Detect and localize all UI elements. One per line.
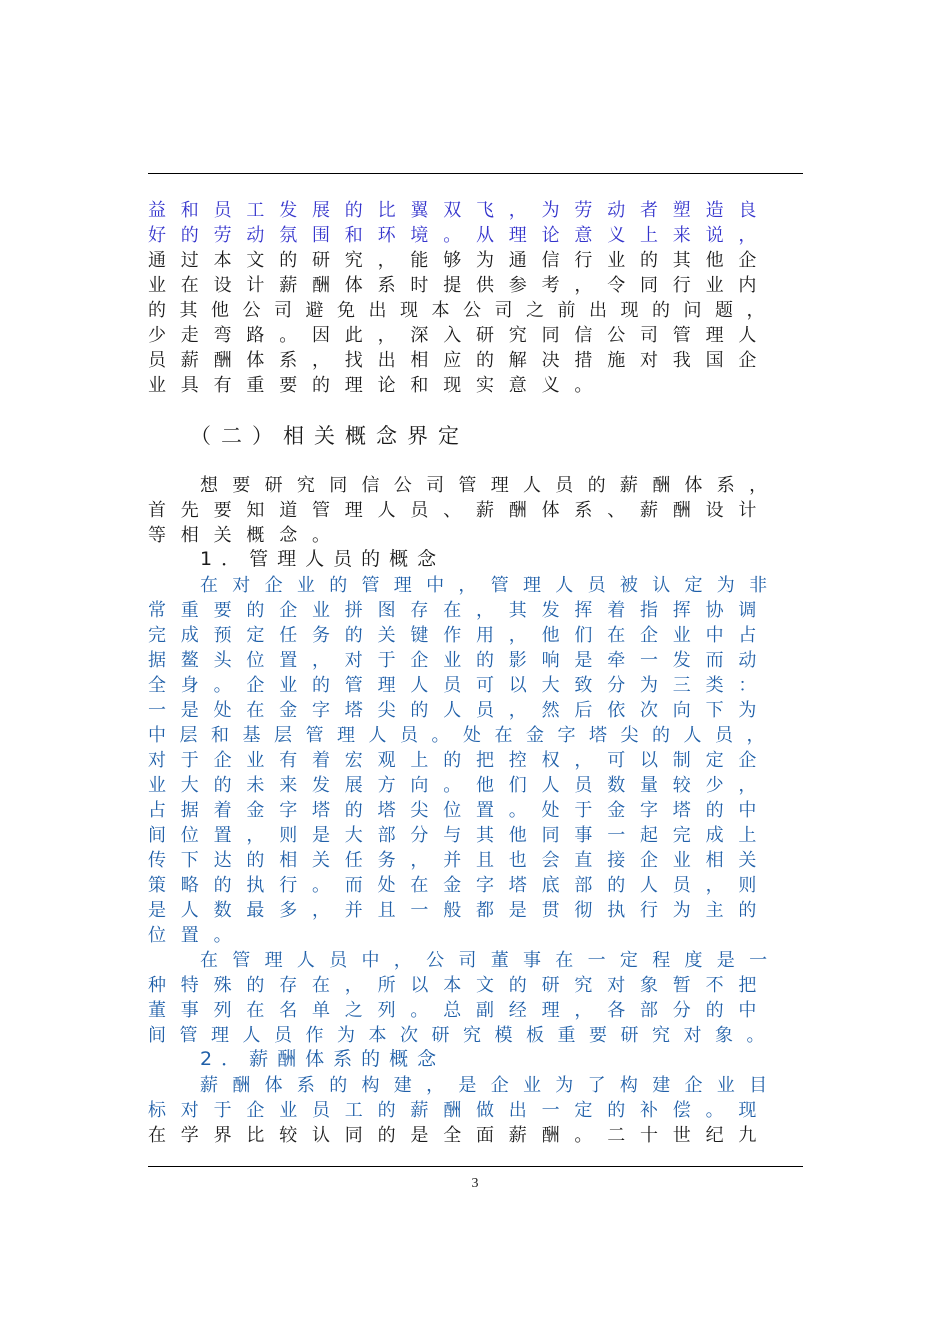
body-text-line: 中层和基层管理人员。处在金字塔尖的人员， bbox=[148, 725, 778, 746]
body-text-line: 常重要的企业拼图存在，其发挥着指挥协调 bbox=[148, 600, 772, 621]
body-text-line: 占据着金字塔的塔尖位置。处于金字塔的中 bbox=[148, 800, 772, 821]
body-text-line: 等相关概念。 bbox=[148, 525, 345, 546]
body-text-line: 全身。企业的管理人员可以大致分为三类： bbox=[148, 675, 772, 696]
body-text-line: 益和员工发展的比翼双飞，为劳动者塑造良 bbox=[148, 200, 772, 221]
body-text-line: 间位置，则是大部分与其他同事一起完成上 bbox=[148, 825, 772, 846]
body-text-line: 员薪酬体系，找出相应的解决措施对我国企 bbox=[148, 350, 772, 371]
body-text-line: 少走弯路。因此，深入研究同信公司管理人 bbox=[148, 325, 772, 346]
body-text-line: 业在设计薪酬体系时提供参考，令同行业内 bbox=[148, 275, 772, 296]
body-text-line: 一是处在金字塔尖的人员，然后依次向下为 bbox=[148, 700, 772, 721]
footer-rule bbox=[148, 1166, 803, 1167]
section-heading: （二）相关概念界定 bbox=[190, 424, 469, 448]
body-text-line: 在学界比较认同的是全面薪酬。二十世纪九 bbox=[148, 1125, 772, 1146]
body-text-line: 标对于企业员工的薪酬做出一定的补偿。现 bbox=[148, 1100, 772, 1121]
body-text-line: 对于企业有着宏观上的把控权，可以制定企 bbox=[148, 750, 772, 771]
body-text-line: 的其他公司避免出现本公司之前出现的问题， bbox=[148, 300, 778, 321]
body-text-line: 种特殊的存在，所以本文的研究对象暂不把 bbox=[148, 975, 772, 996]
body-text-line: 想要研究同信公司管理人员的薪酬体系， bbox=[200, 475, 782, 496]
body-text-line: 在对企业的管理中，管理人员被认定为非 bbox=[200, 575, 782, 596]
body-text-line: 据鳌头位置，对于企业的影响是牵一发而动 bbox=[148, 650, 772, 671]
subsection-heading: 2．薪酬体系的概念 bbox=[200, 1048, 446, 1070]
body-text-line: 策略的执行。而处在金字塔底部的人员，则 bbox=[148, 875, 772, 896]
body-text-line: 薪酬体系的构建，是企业为了构建企业目 bbox=[200, 1075, 782, 1096]
body-text-line: 传下达的相关任务，并且也会直接企业相关 bbox=[148, 850, 772, 871]
body-text-line: 董事列在名单之列。总副经理，各部分的中 bbox=[148, 1000, 772, 1021]
header-rule bbox=[148, 173, 803, 174]
body-text-line: 位置。 bbox=[148, 925, 247, 946]
body-text-line: 在管理人员中，公司董事在一定程度是一 bbox=[200, 950, 782, 971]
body-text-line: 好的劳动氛围和环境。从理论意义上来说， bbox=[148, 225, 772, 246]
body-text-line: 是人数最多，并且一般都是贯彻执行为主的 bbox=[148, 900, 772, 921]
body-text-line: 业具有重要的理论和现实意义。 bbox=[148, 375, 608, 396]
page-number: 3 bbox=[471, 1176, 479, 1191]
body-text-line: 首先要知道管理人员、薪酬体系、薪酬设计 bbox=[148, 500, 772, 521]
body-text-line: 通过本文的研究，能够为通信行业的其他企 bbox=[148, 250, 772, 271]
body-text-line: 间管理人员作为本次研究模板重要研究对象。 bbox=[148, 1025, 778, 1046]
body-text-line: 完成预定任务的关键作用，他们在企业中占 bbox=[148, 625, 772, 646]
subsection-heading: 1．管理人员的概念 bbox=[200, 548, 446, 570]
body-text-line: 业大的未来发展方向。他们人员数量较少， bbox=[148, 775, 772, 796]
